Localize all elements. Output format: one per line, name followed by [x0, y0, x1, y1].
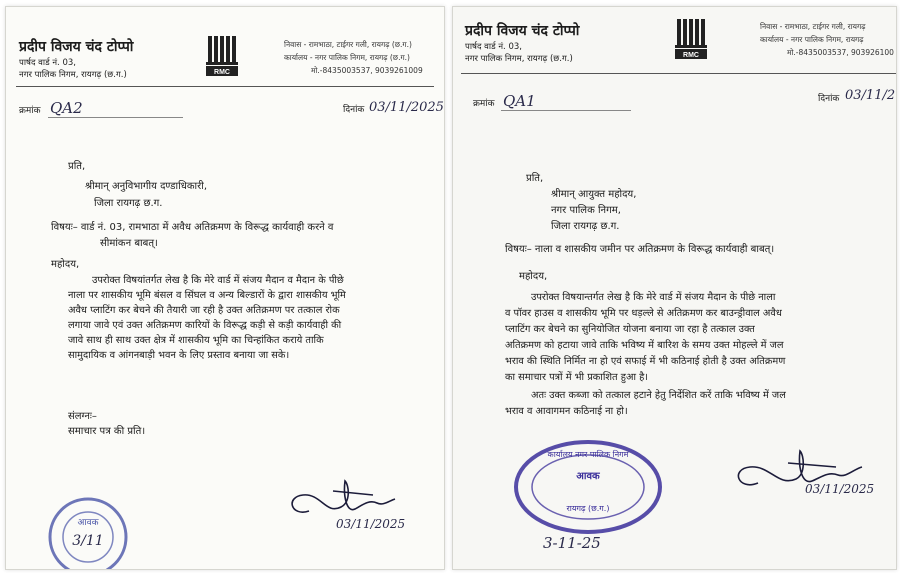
subject-line2: सीमांकन बाबत्।	[100, 238, 158, 249]
sender-corp: नगर पालिक निगम, रायगढ़ (छ.ग.)	[465, 54, 573, 64]
sender-residence: निवास - रामभाठा, टाईगर गली, रायगढ़	[760, 22, 866, 31]
stamp-date: 3/11	[72, 533, 104, 549]
recipient-line1: श्रीमान् अनुविभागीय दण्डाधिकारी,	[85, 181, 207, 192]
body-line-1: उपरोक्त विषयान्तर्गत लेख है कि मेरे वार्ड में संजय मैदान के पीछे नाला	[531, 292, 776, 303]
sender-corp: नगर पालिक निगम, रायगढ़ (छ.ग.)	[19, 70, 127, 80]
kramank-value: QA2	[50, 99, 83, 117]
body2-line-1: अतः उक्त कब्जा को तत्काल हटाने हेतु निर्देशित करें ताकि भविष्य में जल	[531, 390, 786, 401]
salutation: महोदय,	[519, 271, 548, 282]
stamp-date: 3-11-25	[543, 534, 601, 552]
letter-page-left	[5, 6, 445, 570]
prati: प्रति,	[526, 173, 544, 184]
kramank-value: QA1	[503, 92, 536, 110]
sender-office: कार्यालय - नगर पालिक निगम, रायगढ़	[760, 35, 864, 44]
rmc-logo-text: RMC	[683, 52, 699, 59]
signature-date: 03/11/2025	[805, 482, 875, 496]
kramank-label: क्रमांक	[473, 99, 495, 109]
sender-ward: पार्षद वार्ड नं. 03,	[19, 58, 76, 68]
dinank-label: दिनांक	[343, 105, 365, 115]
recipient-line1: श्रीमान् आयुक्त महोदय,	[551, 189, 637, 200]
recipient-line2: जिला रायगढ़ छ.ग.	[94, 198, 163, 209]
body-line-2: नाला पर शासकीय भूमि बंसल व सिंघल व अन्य बिल्डारों के द्वारा शासकीय भूमि	[68, 290, 346, 301]
rmc-logo-text: RMC	[214, 69, 230, 76]
stamp-outer: कार्यालय नगर पालिक निगम	[547, 450, 629, 459]
body2-line-2: भराव व आवागमन कठिनाई ना हो।	[505, 406, 628, 417]
inward-stamp-icon	[40, 489, 140, 569]
salutation: महोदय,	[51, 259, 80, 270]
signature-date: 03/11/2025	[336, 517, 406, 531]
header-rule	[16, 86, 434, 87]
stamp-center: आवक	[576, 471, 600, 482]
body-line-6: सामुदायिक व आंगनबाड़ी भवन के लिए प्रस्ताव बनाया जा सके।	[68, 350, 290, 361]
recipient-line2: नगर पालिक निगम,	[551, 205, 621, 216]
sender-office: कार्यालय - नगर पालिक निगम, रायगढ़ (छ.ग.)	[284, 53, 410, 62]
body-line-3: अवैध प्लाटिंग कर बेचने की तैयारी जा रही है उक्त अतिक्रमण पर तत्काल रोक	[68, 305, 340, 316]
office-stamp-icon	[513, 439, 663, 534]
subject: विषयः– नाला व शासकीय जमीन पर अतिक्रमण के विरूद्ध कार्यवाही बाबत्।	[505, 244, 775, 255]
body-line-5: भराव की स्थिति निर्मित ना हो एवं सफाई में भी कठिनाई होती है उक्त अतिक्रमण	[505, 356, 786, 367]
stamp-text: आवक	[77, 518, 99, 528]
enclosure-text: समाचार पत्र की प्रति।	[68, 426, 146, 437]
dinank-value: 03/11/2025	[369, 100, 444, 115]
sender-ward: पार्षद वार्ड नं. 03,	[465, 42, 522, 52]
enclosure-label: संलग्नः–	[68, 411, 97, 422]
body-line-4: लगाया जावे एवं उक्त अतिक्रमण कारियों के विरूद्ध कड़ी से कड़ी कार्यवाही की	[68, 320, 342, 331]
dinank-label: दिनांक	[818, 94, 840, 104]
sender-residence: निवास - रामभाठा, टाईगर गली, रायगढ़ (छ.ग.)	[284, 40, 412, 49]
sender-phone: मो.-8435003537, 9039261009	[311, 66, 423, 75]
header-rule	[461, 73, 896, 74]
dinank-value: 03/11/2	[845, 88, 896, 103]
kramank-line	[48, 117, 183, 118]
subject-line1: विषयः– वार्ड नं. 03, रामभाठा में अवैध अतिक्रमण के विरूद्ध कार्यवाही करने व	[51, 222, 334, 233]
letter-page-right	[452, 6, 897, 570]
body-line-5: जावे साथ ही साथ उक्त क्षेत्र में शासकीय भूमि का चिन्हांकित कराये ताकि	[68, 335, 324, 346]
rmc-logo-icon	[204, 34, 240, 78]
stamp-bottom: रायगढ़ (छ.ग.)	[566, 504, 610, 513]
body-line-4: अतिक्रमण को हटाया जावे ताकि भविष्य में बारिश के समय उक्त मोहल्ले में जल	[505, 340, 784, 351]
sender-name: प्रदीप विजय चंद टोप्पो	[465, 23, 580, 39]
recipient-line3: जिला रायगढ़ छ.ग.	[551, 221, 620, 232]
body-line-3: प्लाटिंग कर बेचने का सुनियोजित योजना बनाया जा रहा है तत्काल उक्त	[505, 324, 755, 335]
body-line-6: का समाचार पत्रों में भी प्रकाशित हुआ है।	[505, 372, 648, 383]
prati: प्रति,	[68, 161, 86, 172]
sender-name: प्रदीप विजय चंद टोप्पो	[19, 39, 134, 55]
rmc-logo-icon	[673, 17, 709, 61]
kramank-line	[501, 110, 631, 111]
sender-phone: मो.-8435003537, 903926100	[787, 48, 894, 57]
kramank-label: क्रमांक	[19, 106, 41, 116]
body-line-1: उपरोक्त विषयांतर्गत लेख है कि मेरे वार्ड में संजय मैदान व मैदान के पीछे	[92, 275, 344, 286]
body-line-2: व पॉवर हाउस व शासकीय भूमि पर धड़ल्ले से अतिक्रमण कर बाउन्ड्रीवाल अवैध	[505, 308, 782, 319]
